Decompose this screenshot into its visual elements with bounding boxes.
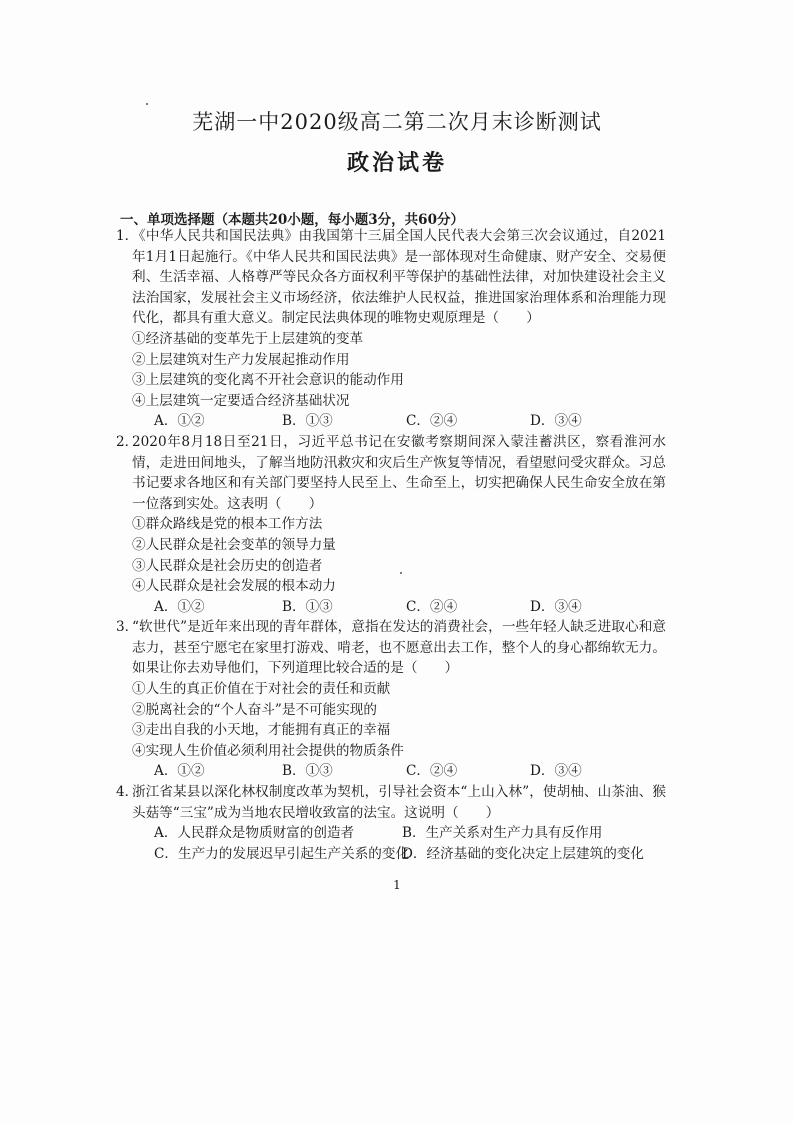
statement-option: ④上层建筑一定要适合经济基础状况 bbox=[132, 392, 350, 409]
answer-choices bbox=[132, 761, 666, 782]
question-number: 2． bbox=[116, 433, 139, 450]
exam-subtitle: 政治试卷 bbox=[346, 150, 447, 176]
question-stem: 2020年8月18日至21日，习近平总书记在安徽考察期间深入蒙洼蓄洪区，察看淮河水情，走进田间地头，了解当地防汛救灾和灾后生产恢复等情况，看望慰问受灾群众。习总书记要求各地区和有关部门要坚持人民至上、生命至上，切实把确保人民生命安全放在第一位落到实处。这表明（ ） bbox=[132, 433, 666, 512]
answer-choices bbox=[132, 411, 666, 432]
statement-option: ①经济基础的变革先于上层建筑的变革 bbox=[132, 330, 364, 347]
question-4 bbox=[116, 782, 666, 864]
statement-option: ③走出自我的小天地，才能拥有真正的幸福 bbox=[132, 722, 391, 739]
page-number: 1 bbox=[393, 878, 401, 892]
answer-choices bbox=[132, 597, 666, 618]
statement-option: ②上层建筑对生产力发展起推动作用 bbox=[132, 351, 350, 368]
question-number: 3． bbox=[116, 619, 139, 636]
choice-a[interactable]: A．①② bbox=[154, 413, 205, 430]
choice-b[interactable]: B．生产关系对生产力具有反作用 bbox=[402, 825, 603, 842]
question-stem: 浙江省某县以深化林权制度改革为契机，引导社会资本“上山入林”，使胡柚、山茶油、猴头菇等“三宝”成为当地农民增收致富的法宝。这说明（ ） bbox=[132, 784, 666, 821]
answer-choices bbox=[132, 844, 666, 865]
choice-c[interactable]: C．生产力的发展迟早引起生产关系的变化 bbox=[154, 845, 410, 862]
choice-b[interactable]: B．①③ bbox=[282, 763, 333, 780]
question-2 bbox=[116, 432, 666, 617]
exam-title: 芜湖一中2020级高二第二次月末诊断测试 bbox=[192, 110, 602, 134]
choice-b[interactable]: B．①③ bbox=[282, 598, 333, 615]
question-1 bbox=[116, 226, 666, 432]
question-stem: 《中华人民共和国民法典》由我国第十三届全国人民代表大会第三次会议通过，自2021年1月1日起施行。《中华人民共和国民法典》是一部体现对生命健康、财产安全、交易便利、生活幸福、人格尊严等民众各方面权利平等保护的基础性法律，对加快建设社会主义法治国家，发展社会主义市场经济，依法维护人民权益，推进国家治理体系和治理能力现代化，都具有重大意义。制定民法典体现的唯物史观原理是（ ） bbox=[132, 228, 666, 327]
statement-option: ②人民群众是社会变革的领导力量 bbox=[132, 536, 336, 553]
statement-option: ③人民群众是社会历史的创造者 bbox=[132, 557, 323, 574]
question-number: 1． bbox=[116, 228, 139, 244]
statement-option: ④人民群众是社会发展的根本动力 bbox=[132, 578, 336, 595]
question-3 bbox=[116, 617, 666, 782]
choice-a[interactable]: A．①② bbox=[154, 763, 205, 780]
choice-a[interactable]: A．人民群众是物质财富的创造者 bbox=[154, 825, 355, 842]
choice-d[interactable]: D．③④ bbox=[530, 763, 582, 780]
section-heading: 一、单项选择题（本题共20小题，每小题3分，共60分） bbox=[120, 212, 464, 228]
choice-c[interactable]: C．②④ bbox=[406, 413, 458, 430]
choice-c[interactable]: C．②④ bbox=[406, 763, 458, 780]
statement-option: ①人生的真正价值在于对社会的责任和贡献 bbox=[132, 681, 391, 698]
statement-option: ①群众路线是党的根本工作方法 bbox=[132, 516, 323, 533]
statement-option: ④实现人生价值必须利用社会提供的物质条件 bbox=[132, 742, 404, 759]
choice-d[interactable]: D．③④ bbox=[530, 598, 582, 615]
statement-option: ②脱离社会的“个人奋斗”是不可能实现的 bbox=[132, 701, 377, 718]
question-list bbox=[116, 226, 666, 864]
choice-c[interactable]: C．②④ bbox=[406, 598, 458, 615]
scan-speck bbox=[146, 103, 148, 105]
question-stem: “软世代”是近年来出现的青年群体，意指在发达的消费社会，一些年轻人缺乏进取心和意志力，甚至宁愿宅在家里打游戏、啃老，也不愿意出去工作，整个人的身心都绵软无力。如果让你去劝导他们，下列道理比较合适的是（ ） bbox=[132, 619, 666, 677]
statement-option: ③上层建筑的变化离不开社会意识的能动作用 bbox=[132, 372, 404, 389]
question-number: 4． bbox=[116, 784, 139, 801]
choice-b[interactable]: B．①③ bbox=[282, 413, 333, 430]
answer-choices bbox=[132, 823, 666, 844]
choice-d[interactable]: D．③④ bbox=[530, 413, 582, 430]
choice-a[interactable]: A．①② bbox=[154, 598, 205, 615]
choice-d[interactable]: D．经济基础的变化决定上层建筑的变化 bbox=[402, 845, 644, 862]
